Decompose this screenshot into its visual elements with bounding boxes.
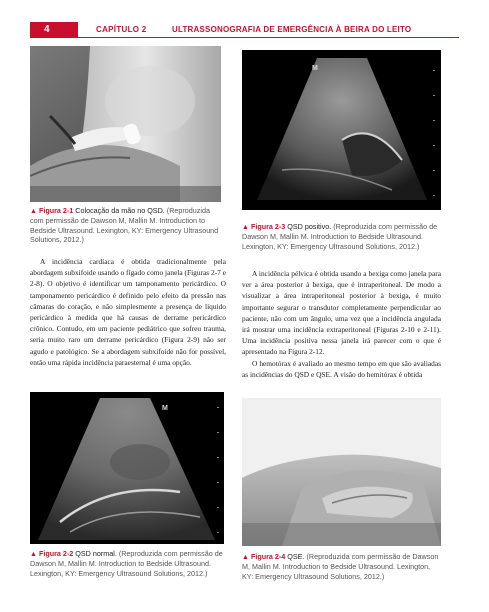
figure-source: (Reproduzida com permissão de Dawson M, Mallin M. Introduction to Bedside Ultrasound. Lexington, KY: Emergency Ultrasound Solutions, 2012.) [30,206,219,245]
caption-triangle-icon: ▲ [242,554,249,561]
figure-label: Figura 2-2 [38,549,74,558]
figure-2-1-caption [30,206,222,245]
figure-title: QSD normal. [75,549,117,558]
caption-triangle-icon: ▲ [30,551,37,558]
caption-triangle-icon: ▲ [30,208,37,215]
figure-source: (Reproduzida com permissão de Dawson M, Mallin M. Introduction to Bedside Ultrasound. Lexington, KY: Emergency Ultrasound Solutions, 2012.) [242,222,438,251]
figure-source: (Reproduzida com permissão de Dawson M, Mallin M. Introduction to Bedside Ultrasound. Lexington, KY: Emergency Ultrasound Solutions, 2012.) [242,552,439,581]
caption-triangle-icon: ▲ [242,224,249,231]
figure-title: Colocação da mão no QSD. [75,206,165,215]
page-number: 4 [30,22,78,38]
figure-2-1-photo [30,46,221,202]
running-header [0,22,489,38]
probe-marker: M [162,405,168,412]
figure-2-4-caption [242,552,442,581]
figure-2-4-photo [242,398,441,546]
figure-2-3-caption [242,222,442,251]
photo-hand-ruq [30,46,221,202]
running-title: ULTRASSONOGRAFIA DE EMERGÊNCIA À BEIRA DO LEITO [172,25,412,34]
figure-label: Figura 2-1 [38,206,74,215]
figure-source: (Reproduzida com permissão de Dawson M, Mallin M. Introduction to Bedside Ultrasound. Lexington, KY: Emergency Ultrasound Solutions, 2012.) [30,549,223,578]
figure-2-3-ultrasound [242,50,441,210]
left-column-text [30,256,226,368]
paragraph: A incidência cardíaca é obtida tradicionalmente pela abordagem subxifoide usando o fígado como janela (Figuras 2-7 e 2-8). O objetivo é identificar um tamponamento pericárdico. O tamponamento pericárdico é definido pelo efeito da pressão nas câmaras do coração, e não simplesmente a presença de líquido pericárdico à medida que há causas de derrame pericárdico crônico. Contudo, em um paciente pediátrico que sofreu trauma, seria muito raro um derrame pericárdico (Figura 2-9) não ser agudo e patológico. Se a abordagem subxifoide não for possível, então uma rápida incidência paraesternal é uma opção. [30,257,227,367]
header-rule [30,37,459,38]
ultrasound-positive-ruq [242,50,441,210]
paragraph: O hemotórax é avaliado ao mesmo tempo em que são avaliadas as incidências do QSD e QSE. A visão do hemitórax é obtida [242,358,441,379]
photo-hand-luq [242,398,441,546]
figure-title: QSE. [287,552,305,561]
figure-label: Figura 2-4 [250,552,286,561]
chapter-label: CAPÍTULO 2 [96,25,147,34]
figure-2-2-caption [30,549,226,578]
figure-2-2-ultrasound [30,392,224,544]
ultrasound-normal-ruq [30,392,224,544]
figure-label: Figura 2-3 [250,222,286,231]
paragraph: A incidência pélvica é obtida usando a bexiga como janela para ver a área posterior à bexiga, que é intraperitoneal. De modo a visualizar a área intraperitoneal posterior à bexiga, é muito importante segurar o transdutor completamente perpendicular ao paciente, não com um ângulo, uma vez que a incidência angulada irá mostrar uma incidência extraperitoneal (Figuras 2-10 e 2-11). Uma incidência positiva nessa janela irá parecer com o que é apresentado na Figura 2-12. [242,269,441,357]
figure-title: QSD positivo. [287,222,332,231]
right-column-text [242,268,441,380]
probe-marker: M [312,65,318,72]
